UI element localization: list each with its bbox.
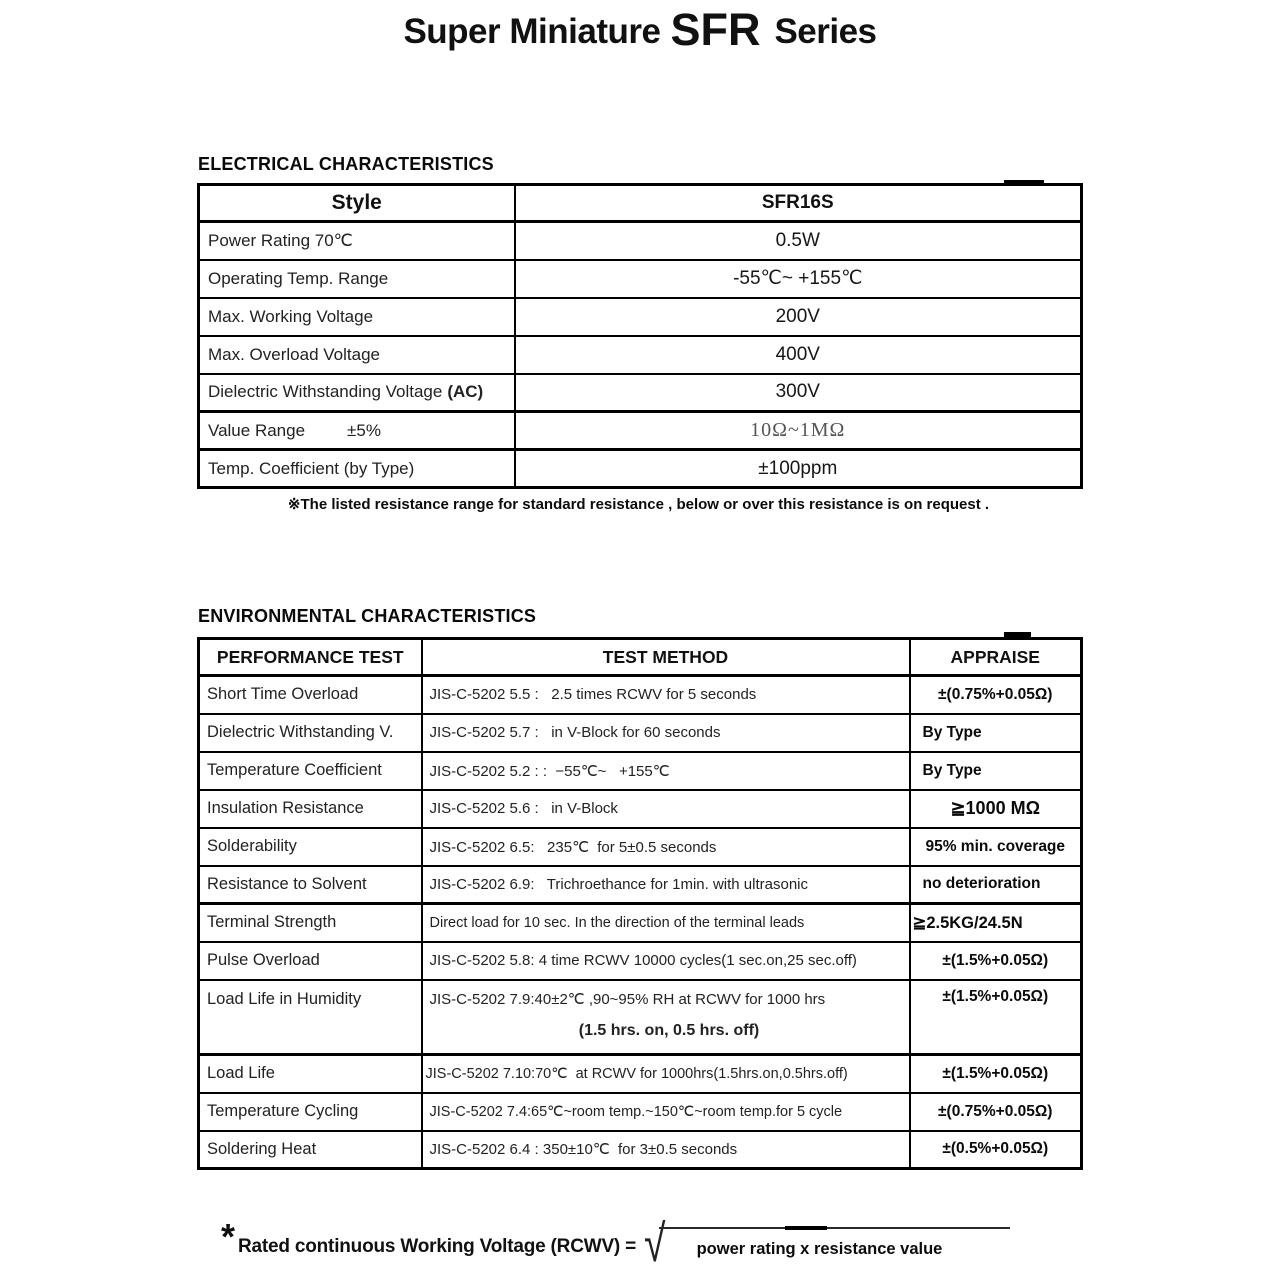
label-text: Power Rating 70℃ xyxy=(208,230,353,250)
test-method-cell: JIS-C-5202 5.7 : in V-Block for 60 seconds xyxy=(422,714,910,752)
appraise-cell: By Type xyxy=(910,752,1082,790)
table-row xyxy=(199,714,1082,752)
environmental-header-row xyxy=(199,639,1082,676)
test-method-cell: JIS-C-5202 5.5 : 2.5 times RCWV for 5 seconds xyxy=(422,676,910,714)
test-method-cell xyxy=(422,980,910,1055)
performance-test-cell: Insulation Resistance xyxy=(199,790,422,828)
electrical-characteristics-heading: ELECTRICAL CHARACTERISTICS xyxy=(198,154,494,174)
table-row xyxy=(199,298,1082,336)
resistance-range-footnote: ※The listed resistance range for standard resistance , below or over this resistance is on request . xyxy=(287,496,990,513)
appraise-cell: ±(0.75%+0.05Ω) xyxy=(910,676,1082,714)
table-row xyxy=(199,1093,1082,1131)
label-text: Operating Temp. Range xyxy=(208,268,389,288)
test-method-cell: JIS-C-5202 5.6 : in V-Block xyxy=(422,790,910,828)
environmental-characteristics-table xyxy=(197,637,1083,1170)
electrical-row-value: 300V xyxy=(515,374,1082,412)
table-row xyxy=(199,790,1082,828)
electrical-row-value: 200V xyxy=(515,298,1082,336)
table-row xyxy=(199,412,1082,450)
resistance-range-value: 10Ω~1MΩ xyxy=(750,419,846,441)
electrical-characteristics-table xyxy=(197,183,1083,489)
test-method-cell: JIS-C-5202 6.4 : 350±10℃ for 3±0.5 seconds xyxy=(422,1131,910,1169)
electrical-row-label xyxy=(199,222,515,260)
page-title xyxy=(0,4,1280,56)
electrical-row-value: ±100ppm xyxy=(515,450,1082,488)
electrical-row-label xyxy=(199,450,515,488)
table-row xyxy=(199,752,1082,790)
table-row xyxy=(199,374,1082,412)
title-series-code: SFR xyxy=(670,4,761,55)
label-text: Temp. Coefficient (by Type) xyxy=(208,458,415,478)
electrical-header-row xyxy=(199,185,1082,222)
appraise-cell: ≧1000 MΩ xyxy=(910,790,1082,828)
test-method-cell: JIS-C-5202 6.9: Trichroethance for 1min. with ultrasonic xyxy=(422,866,910,904)
appraise-cell: ±(0.75%+0.05Ω) xyxy=(910,1093,1082,1131)
formula-radicand: power rating x resistance value xyxy=(659,1227,1011,1259)
table-row xyxy=(199,980,1082,1055)
test-method-cell: JIS-C-5202 7.4:65℃~room temp.~150℃~room temp.for 5 cycle xyxy=(422,1093,910,1131)
appraise-cell: 95% min. coverage xyxy=(910,828,1082,866)
appraise-cell: ±(1.5%+0.05Ω) xyxy=(910,980,1082,1055)
performance-test-cell: Temperature Cycling xyxy=(199,1093,422,1131)
env-header-appraise: APPRAISE xyxy=(910,639,1082,676)
table-row xyxy=(199,222,1082,260)
env-header-performance-test: PERFORMANCE TEST xyxy=(199,639,422,676)
performance-test-cell: Soldering Heat xyxy=(199,1131,422,1169)
title-prefix: Super Miniature xyxy=(403,12,661,51)
label-bold-suffix: (AC) xyxy=(447,382,484,402)
label-text: Value Range xyxy=(208,420,306,440)
label-text: Max. Overload Voltage xyxy=(208,344,380,364)
electrical-row-value xyxy=(515,412,1082,450)
performance-test-cell: Temperature Coefficient xyxy=(199,752,422,790)
table-row xyxy=(199,866,1082,904)
test-method-cell: JIS-C-5202 5.8: 4 time RCWV 10000 cycles(1 sec.on,25 sec.off) xyxy=(422,942,910,980)
method-line2: (1.5 hrs. on, 0.5 hrs. off) xyxy=(578,1021,760,1039)
electrical-row-label xyxy=(199,374,515,412)
appraise-cell: ±(1.5%+0.05Ω) xyxy=(910,942,1082,980)
table-row xyxy=(199,828,1082,866)
appraise-cell: no deterioration xyxy=(910,866,1082,904)
table-row xyxy=(199,450,1082,488)
formula-label: Rated continuous Working Voltage (RCWV) = xyxy=(238,1236,637,1257)
table-row xyxy=(199,336,1082,374)
electrical-row-label xyxy=(199,412,515,450)
performance-test-cell: Terminal Strength xyxy=(199,904,422,942)
environmental-characteristics-heading: ENVIRONMENTAL CHARACTERISTICS xyxy=(198,606,537,626)
electrical-row-label xyxy=(199,260,515,298)
table-row xyxy=(199,1131,1082,1169)
env-header-test-method: TEST METHOD xyxy=(422,639,910,676)
method-line1: JIS-C-5202 7.9:40±2℃ ,90~95% RH at RCWV for 1000 hrs xyxy=(429,990,826,1008)
performance-test-cell: Solderability xyxy=(199,828,422,866)
appraise-cell: ≧2.5KG/24.5N xyxy=(910,904,1082,942)
square-root-icon: √ xyxy=(644,1215,666,1273)
performance-test-cell: Dielectric Withstanding V. xyxy=(199,714,422,752)
label-text: Dielectric Withstanding Voltage xyxy=(208,382,443,402)
label-text: Max. Working Voltage xyxy=(208,306,374,326)
title-suffix: Series xyxy=(774,12,877,51)
test-method-cell: JIS-C-5202 7.10:70℃ at RCWV for 1000hrs(1.5hrs.on,0.5hrs.off) xyxy=(422,1055,910,1093)
scan-artifact xyxy=(1004,632,1031,637)
electrical-header-style: Style xyxy=(199,185,515,222)
electrical-row-value: -55℃~ +155℃ xyxy=(515,260,1082,298)
test-method-cell: Direct load for 10 sec. In the direction of the terminal leads xyxy=(422,904,910,942)
scan-artifact xyxy=(1004,180,1044,185)
appraise-cell: ±(0.5%+0.05Ω) xyxy=(910,1131,1082,1169)
table-row xyxy=(199,904,1082,942)
table-row xyxy=(199,942,1082,980)
asterisk-mark: * xyxy=(221,1216,236,1257)
electrical-row-label xyxy=(199,298,515,336)
appraise-cell: By Type xyxy=(910,714,1082,752)
test-method-cell: JIS-C-5202 6.5: 235℃ for 5±0.5 seconds xyxy=(422,828,910,866)
electrical-header-model: SFR16S xyxy=(515,185,1082,222)
table-row xyxy=(199,260,1082,298)
performance-test-cell: Load Life xyxy=(199,1055,422,1093)
performance-test-cell: Pulse Overload xyxy=(199,942,422,980)
performance-test-cell: Resistance to Solvent xyxy=(199,866,422,904)
test-method-cell: JIS-C-5202 5.2 : : −55℃~ +155℃ xyxy=(422,752,910,790)
performance-test-cell: Load Life in Humidity xyxy=(199,980,422,1055)
label-tolerance: ±5% xyxy=(347,420,381,440)
rcwv-formula xyxy=(221,1215,1010,1273)
electrical-row-label xyxy=(199,336,515,374)
electrical-row-value: 400V xyxy=(515,336,1082,374)
electrical-row-value: 0.5W xyxy=(515,222,1082,260)
table-row xyxy=(199,1055,1082,1093)
performance-test-cell: Short Time Overload xyxy=(199,676,422,714)
appraise-cell: ±(1.5%+0.05Ω) xyxy=(910,1055,1082,1093)
table-row xyxy=(199,676,1082,714)
